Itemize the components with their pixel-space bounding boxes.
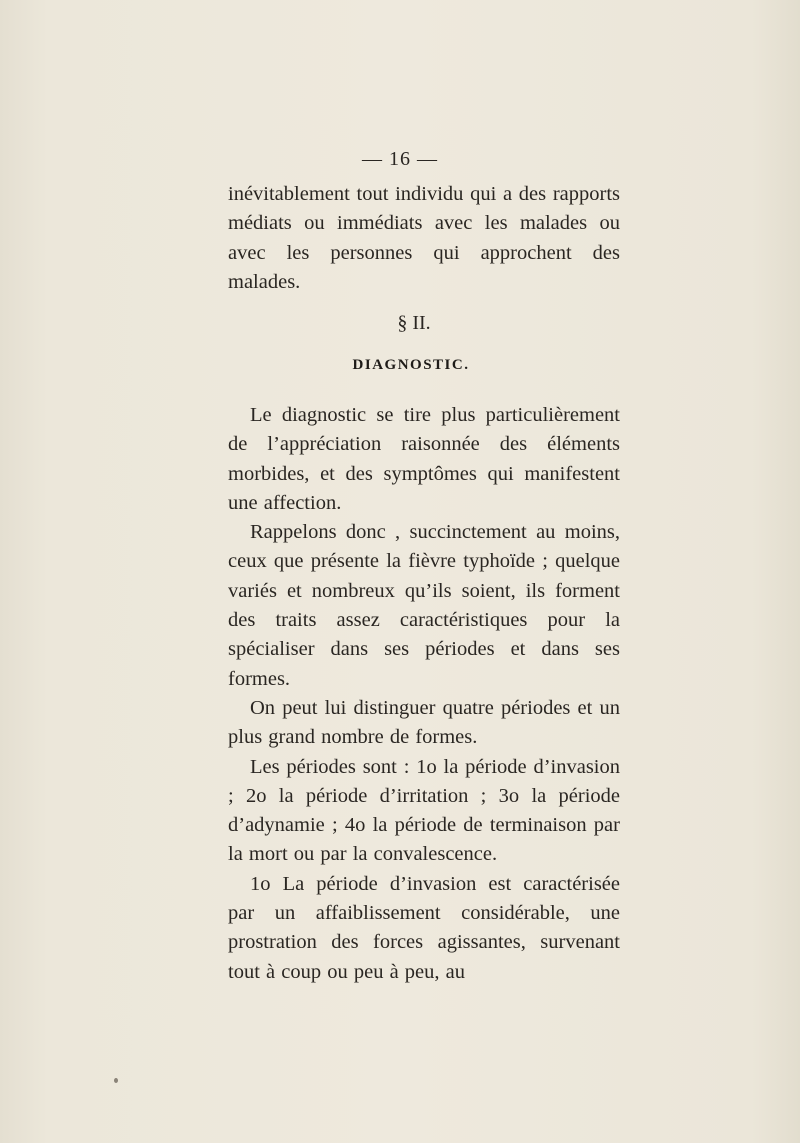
body-paragraph: On peut lui distinguer quatre périodes et un plus grand nombre de formes. xyxy=(228,696,620,749)
body-text-block xyxy=(228,401,620,987)
paper-speck xyxy=(114,1078,118,1083)
body-paragraph: Le diagnostic se tire plus particulièrement de l’appréciation raisonnée des éléments morbides, et des symptômes qui manifestent une affection. xyxy=(228,404,620,514)
body-paragraph: Rappelons donc , succinctement au moins, ceux que présente la fièvre typhoïde ; quelque variés et nombreux qu’ils soient, ils forment des traits assez caractéristiques pour la spécialiser dans ses périodes et dans ses formes. xyxy=(228,521,620,690)
page-number: — 16 — xyxy=(362,148,438,170)
body-paragraph: 1o La période d’invasion est caractérisée par un affaiblissement considérable, une prostration des forces agissantes, survenant tout à coup ou peu à peu, au xyxy=(228,872,620,983)
intro-text-block xyxy=(228,180,620,297)
section-title: DIAGNOSTIC. xyxy=(352,357,470,373)
intro-paragraph: inévitablement tout individu qui a des rapports médiats ou immédiats avec les malades ou avec les personnes qui approchent des malades. xyxy=(228,183,620,293)
section-mark: § II. xyxy=(397,312,431,334)
body-paragraph: Les périodes sont : 1o la période d’invasion ; 2o la période d’irritation ; 3o la période d’adynamie ; 4o la période de terminaison par la mort ou par la convalescence. xyxy=(228,755,620,866)
